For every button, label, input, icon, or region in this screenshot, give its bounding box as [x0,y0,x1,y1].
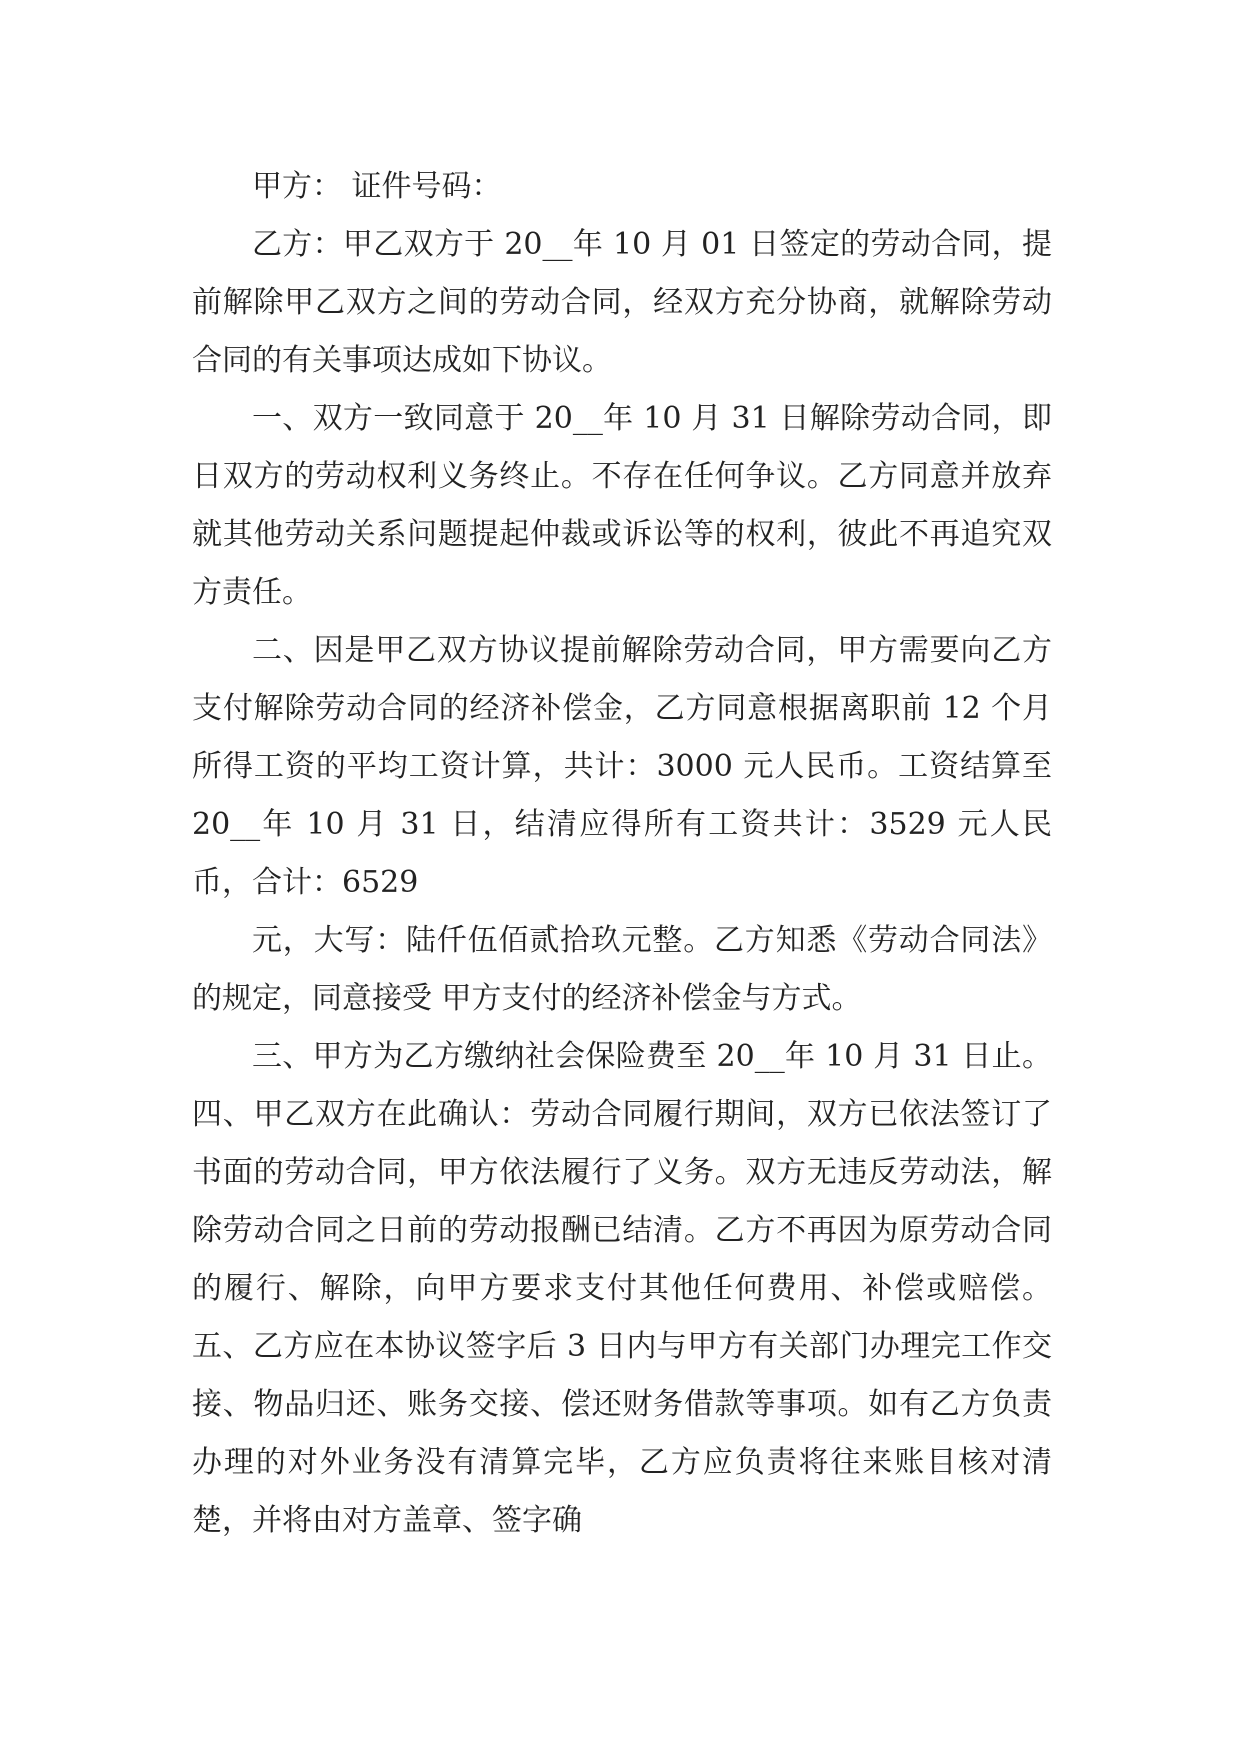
clause-one: 一、双方一致同意于 20__年 10 月 31 日解除劳动合同，即日双方的劳动权利义务终止。不存在任何争议。乙方同意并放弃就其他劳动关系问题提起仲裁或诉讼等的权利，彼此不再追究双方责任。 [192,401,1052,610]
party-a-line: 甲方： 证件号码： [252,169,502,204]
clause-two: 二、因是甲乙双方协议提前解除劳动合同，甲方需要向乙方支付解除劳动合同的经济补偿金，乙方同意根据离职前 12 个月所得工资的平均工资计算，共计：3000 元人民币。工资结算至 20__年 10 月 31 日，结清应得所有工资共计：3529 元人民币，合计：6529 [192,633,1052,900]
clauses-three-to-five: 三、甲方为乙方缴纳社会保险费至 20__年 10 月 31 日止。四、甲乙双方在此确认：劳动合同履行期间，双方已依法签订了书面的劳动合同，甲方依法履行了义务。双方无违反劳动法，解除劳动合同之日前的劳动报酬已结清。乙方不再因为原劳动合同的履行、解除，向甲方要求支付其他任何费用、补偿或赔偿。五、乙方应在本协议签字后 3 日内与甲方有关部门办理完工作交接、物品归还、账务交接、偿还财务借款等事项。如有乙方负责办理的对外业务没有清算完毕，乙方应负责将往来账目核对清楚，并将由对方盖章、签字确 [192,1039,1052,1538]
intro-paragraph: 乙方：甲乙双方于 20__年 10 月 01 日签定的劳动合同，提前解除甲乙双方之间的劳动合同，经双方充分协商，就解除劳动合同的有关事项达成如下协议。 [192,227,1052,378]
document-page [192,158,1052,1550]
clause-two-continued: 元，大写：陆仟伍佰贰拾玖元整。乙方知悉《劳动合同法》的规定，同意接受 甲方支付的经济补偿金与方式。 [192,923,1052,1016]
